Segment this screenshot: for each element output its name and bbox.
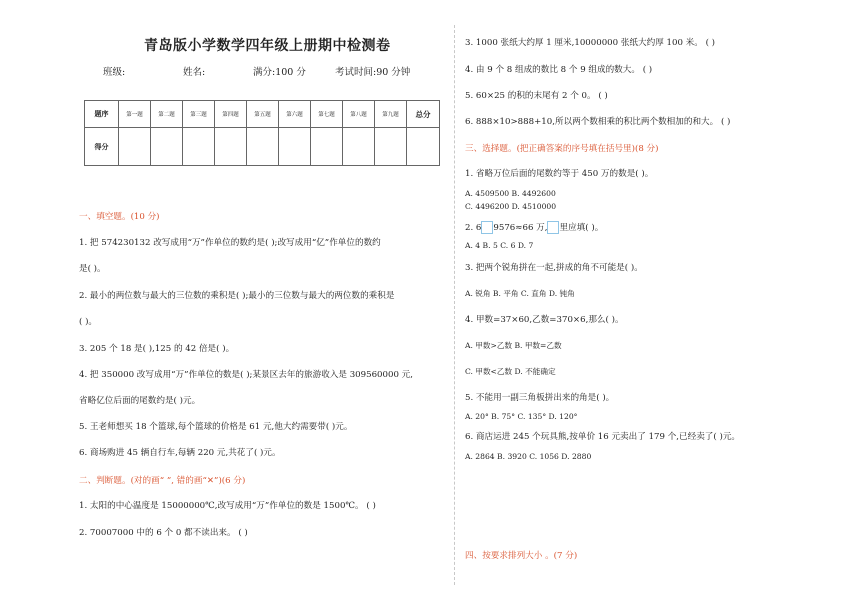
score-table-column-header: 第九题 (375, 101, 407, 128)
question-text: 2. 70007000 中的 6 个 0 都不读出来。 ( ) (79, 528, 248, 538)
question-text: 1. 太阳的中心温度是 15000000℃,改写成用“万”作单位的数是 1500℃。 ( ) (79, 501, 376, 511)
question-prefix: 2. 6 (465, 223, 482, 233)
question-text: 5. 王老师想买 18 个篮球,每个篮球的价格是 61 元,他大约需要带( )元。 (79, 422, 353, 432)
score-table-column-header: 第七题 (311, 101, 343, 128)
question-text: 省略亿位后面的尾数约是( )元。 (79, 396, 201, 406)
question-text: ( )。 (79, 317, 98, 327)
answer-options: A. 4509500 B. 4492600 (465, 189, 556, 198)
question-suffix: 里应填( )。 (559, 223, 604, 233)
question-text: 6. 商场购进 45 辆自行车,每辆 220 元,共花了( )元。 (79, 448, 281, 458)
exam-time-label: 考试时间:90 分钟 (335, 67, 411, 78)
score-table-column-header: 第六题 (279, 101, 311, 128)
score-cell[interactable] (215, 128, 247, 166)
score-table-score-row (85, 128, 440, 166)
score-table-total-header: 总分 (407, 101, 440, 128)
score-table-header-row (85, 101, 440, 128)
class-label: 班级: (103, 67, 126, 78)
question-text: 4. 由 9 个 8 组成的数比 8 个 9 组成的数大。 ( ) (465, 65, 653, 75)
score-table-column-header: 第四题 (215, 101, 247, 128)
section-choice-title: 三、选择题。(把正确答案的序号填在括号里)(8 分) (465, 144, 659, 154)
question-text: 6. 888×10>888+10,所以两个数相乘的积比两个数相加的和大。 ( ) (465, 117, 731, 127)
question-text: 是( )。 (79, 264, 106, 274)
answer-options: C. 4496200 D. 4510000 (465, 202, 557, 211)
score-table-column-header: 第二题 (151, 101, 183, 128)
column-divider (454, 25, 455, 585)
section-fill-in-title: 一、填空题。(10 分) (79, 212, 160, 222)
score-cell[interactable] (247, 128, 279, 166)
score-table (84, 100, 440, 166)
answer-options: C. 甲数<乙数 D. 不能确定 (465, 367, 556, 376)
section-judgement-title: 二、判断题。(对的画“ ”, 错的画“✕”)(6 分) (79, 476, 246, 486)
score-cell[interactable] (183, 128, 215, 166)
score-cell[interactable] (407, 128, 440, 166)
score-cell[interactable] (311, 128, 343, 166)
section-ordering-title: 四、按要求排列大小 。(7 分) (465, 551, 578, 561)
score-table-row2-header: 得分 (85, 128, 119, 166)
question-text: 1. 把 574230132 改写成用“万”作单位的数约是( );改写成用“亿”作单位的数约 (79, 238, 381, 248)
answer-blank[interactable] (547, 221, 559, 234)
answer-options: A. 4 B. 5 C. 6 D. 7 (465, 241, 534, 250)
question-text: 4. 把 350000 改写成用“万”作单位的数是( );某景区去年的旅游收入是 309560000 元, (79, 370, 413, 380)
answer-options: A. 20° B. 75° C. 135° D. 120° (465, 412, 578, 421)
question-text: 2. 最小的两位数与最大的三位数的乘积是( );最小的三位数与最大的两位数的乘积是 (79, 291, 395, 301)
answer-options: A. 2864 B. 3920 C. 1056 D. 2880 (465, 452, 592, 461)
score-cell[interactable] (119, 128, 151, 166)
question-text: 4. 甲数=37×60,乙数=370×6,那么( )。 (465, 315, 624, 325)
question-middle: 9576≈66 万, (493, 223, 548, 233)
question-text: 1. 省略万位后面的尾数约等于 450 万的数是( )。 (465, 169, 654, 179)
question-text: 3. 205 个 18 是( ),125 的 42 倍是( )。 (79, 344, 235, 354)
page-title: 青岛版小学数学四年级上册期中检测卷 (144, 38, 391, 54)
question-text (465, 221, 603, 234)
answer-options: A. 锐角 B. 平角 C. 直角 D. 钝角 (465, 289, 575, 298)
full-score-label: 满分:100 分 (253, 67, 306, 78)
answer-blank[interactable] (481, 221, 493, 234)
score-cell[interactable] (375, 128, 407, 166)
score-table-column-header: 第一题 (119, 101, 151, 128)
score-cell[interactable] (151, 128, 183, 166)
question-text: 3. 1000 张纸大约厚 1 厘米,10000000 张纸大约厚 100 米。 ( ) (465, 38, 716, 48)
score-table-column-header: 第八题 (343, 101, 375, 128)
answer-options: A. 甲数>乙数 B. 甲数=乙数 (465, 341, 562, 350)
name-label: 姓名: (183, 67, 206, 78)
score-table-column-header: 第三题 (183, 101, 215, 128)
score-table-column-header: 第五题 (247, 101, 279, 128)
question-text: 5. 不能用一副三角板拼出来的角是( )。 (465, 393, 615, 403)
score-cell[interactable] (279, 128, 311, 166)
question-text: 3. 把两个锐角拼在一起,拼成的角不可能是( )。 (465, 263, 643, 273)
score-table-row1-header: 题序 (85, 101, 119, 128)
question-text: 5. 60×25 的积的末尾有 2 个 0。 ( ) (465, 91, 608, 101)
question-text: 6. 商店运进 245 个玩具熊,按单价 16 元卖出了 179 个,已经卖了( )元。 (465, 432, 741, 442)
score-cell[interactable] (343, 128, 375, 166)
